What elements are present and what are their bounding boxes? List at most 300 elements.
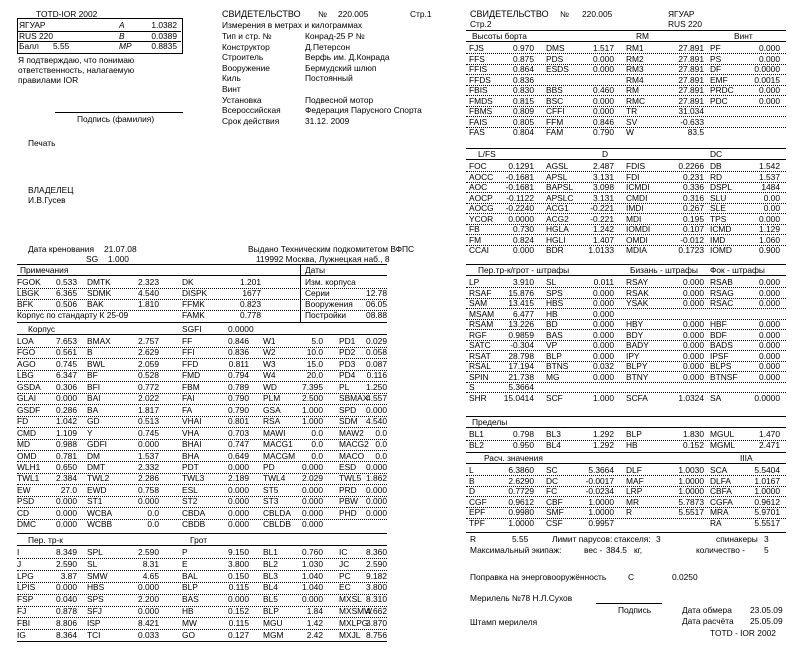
param-value: 27.891: [678, 43, 704, 53]
param-name: W1: [263, 336, 276, 346]
param-value: 0.000: [366, 461, 387, 472]
param-name: YCOR: [469, 213, 494, 224]
param-name: CMDI: [626, 192, 648, 203]
hull-sub-line: [17, 334, 387, 335]
measurer-name: Мерилель №78 Н.Л.Сухов: [470, 593, 573, 603]
param-value: 0.000: [759, 361, 780, 371]
param-name: MG: [546, 371, 560, 382]
param-name: LBG: [17, 370, 34, 381]
table-row: [466, 497, 786, 507]
param-value: 2.332: [138, 461, 159, 472]
param-value: 1.0000: [588, 507, 614, 518]
param-value: 0.000: [56, 519, 77, 530]
param-value: 0.000: [759, 287, 780, 298]
info-label: Тип и стр. №: [222, 31, 272, 41]
param-name: I: [17, 547, 20, 557]
param-value: 0.000: [593, 350, 614, 361]
param-name: TWL2: [87, 473, 110, 484]
param-name: FBI: [17, 617, 31, 628]
param-name: FJ: [17, 606, 27, 616]
table-row: [466, 172, 786, 182]
param-name: CBDA: [182, 507, 206, 518]
param-name: MAW2: [339, 427, 364, 438]
param-value: 5.3664: [588, 465, 614, 475]
param-value: 10.0: [306, 347, 323, 358]
param-value: 0.000: [302, 484, 323, 495]
param-value: 2.590: [138, 547, 159, 557]
param-value: 1.542: [759, 161, 780, 171]
param-name: BTNS: [546, 361, 569, 371]
param-name: SATC: [469, 340, 491, 350]
table-row: [466, 85, 786, 95]
param-value: 0.0: [375, 427, 387, 438]
param-value: 1.0133: [588, 245, 614, 255]
param-name: FD: [17, 416, 29, 427]
param-value: 5.9701: [754, 507, 780, 518]
param-value: 5.3664: [508, 382, 534, 392]
param-value: 27.0: [60, 484, 77, 495]
table-row: [466, 486, 786, 496]
param-value: 0.000: [138, 496, 159, 507]
heel-date-label: Дата кренования: [28, 244, 94, 254]
energy-label: Поправка на энерговооружённость: [470, 572, 607, 582]
sail-limit-label: Лимит парусов:: [552, 534, 613, 544]
param-name: ACG1: [546, 203, 569, 213]
param-name: TWL1: [17, 473, 40, 484]
dc-label: DC: [710, 149, 723, 159]
param-name: BHA: [182, 450, 200, 461]
calc-label: Расч. значения: [484, 453, 543, 463]
param-name: Изм. корпуса: [305, 277, 356, 287]
param-value: 1.242: [593, 224, 614, 234]
param-value: 7.653: [56, 336, 77, 346]
param-value: 1.407: [593, 234, 614, 245]
param-value: 0.460: [593, 85, 614, 95]
measurer-signature-line: [596, 603, 662, 604]
param-name: RSAM: [469, 319, 494, 329]
param-value: 8.364: [56, 629, 77, 640]
limits-table: [466, 429, 786, 451]
param-name: FAI: [182, 393, 195, 404]
param-name: EC: [339, 582, 351, 593]
sail-number-2: RUS 220: [668, 19, 702, 29]
param-value: 0.864: [513, 64, 534, 74]
param-value: 1.292: [593, 440, 614, 450]
table-row: [466, 277, 786, 287]
param-name: SBMAX: [339, 393, 369, 404]
param-value: 0.000: [759, 340, 780, 350]
param-value: 0.000: [56, 393, 77, 404]
param-value: 0.809: [513, 106, 534, 116]
param-name: SC: [546, 465, 558, 475]
table-row: [466, 330, 786, 340]
info-label: Вооружение: [222, 62, 270, 73]
lfs-table: [466, 161, 786, 253]
param-value: 17.194: [508, 361, 534, 371]
param-name: FB: [469, 224, 480, 234]
issued-by: Выдано Техническим подкомитетом ВФПС: [248, 244, 415, 254]
param-value: 7.395: [302, 381, 323, 392]
param-value: 0.760: [302, 547, 323, 557]
table-row: [17, 571, 387, 581]
param-name: WCBB: [87, 519, 113, 530]
param-value: 2.022: [138, 393, 159, 404]
param-value: 08.88: [366, 310, 387, 320]
info-label: Киль: [222, 73, 241, 84]
param-value: 1.817: [138, 404, 159, 415]
param-value: 0.000: [366, 484, 387, 495]
param-name: J: [17, 558, 22, 569]
table-row: [466, 64, 786, 74]
param-value: 2.471: [759, 440, 780, 450]
param-name: FFIS: [469, 64, 488, 74]
info-label: Всероссийская: [222, 105, 281, 116]
param-value: 0.758: [138, 484, 159, 495]
param-value: 1.201: [240, 277, 261, 287]
param-name: BL2: [263, 558, 278, 569]
table-row: [466, 361, 786, 371]
param-name: ESD: [339, 461, 357, 472]
param-name: MGML: [710, 440, 736, 450]
param-value: 0.286: [56, 404, 77, 415]
param-name: PHD: [339, 507, 357, 518]
limits-label: Пределы: [472, 417, 508, 427]
table-row: [466, 214, 786, 224]
param-name: FF: [182, 336, 193, 346]
param-value: 1.537: [138, 450, 159, 461]
table-row: [17, 347, 387, 357]
param-value: 0.824: [513, 234, 534, 245]
limits-sub-line: [466, 427, 786, 428]
param-name: CBLDA: [263, 507, 291, 518]
param-value: 3.098: [593, 182, 614, 192]
table-row: [466, 96, 786, 106]
param-value: 2.757: [138, 336, 159, 346]
param-name: SDMK: [87, 288, 112, 298]
spinnakers-label: спинакеры: [716, 534, 758, 544]
param-name: DB: [710, 161, 722, 171]
param-value: 0.000: [759, 319, 780, 329]
param-name: Y: [87, 427, 93, 438]
param-value: 0.107: [683, 224, 704, 234]
param-name: FBM: [182, 381, 200, 392]
form-code: TOTD-IOR 2002: [36, 9, 98, 19]
param-value: 0.649: [228, 450, 249, 461]
param-value: 27.891: [678, 64, 704, 74]
param-value: 0.000: [759, 298, 780, 308]
notes-top-line: [17, 264, 387, 265]
param-value: 0.000: [759, 277, 780, 287]
heel-date: 21.07.08: [104, 244, 137, 254]
table-row: [17, 416, 387, 426]
table-row: [466, 117, 786, 127]
param-name: TR: [626, 106, 638, 116]
param-name: GO: [182, 629, 196, 640]
param-name: B: [87, 347, 93, 358]
rm-label: RM: [636, 31, 650, 41]
param-name: SPS: [87, 594, 104, 605]
param-name: RGF: [469, 329, 487, 340]
dates-label: Даты: [305, 265, 326, 275]
param-value: 0.152: [228, 606, 249, 616]
param-name: MXSL: [339, 594, 362, 605]
param-value: 0.336: [683, 182, 704, 192]
param-name: CGF: [469, 496, 487, 507]
param-name: LPIS: [17, 582, 36, 593]
confirm-line-1: Я подтверждаю, что понимаю: [18, 55, 135, 65]
pen-fore-label: Фок - штрафы: [710, 265, 765, 275]
table-row: [466, 75, 786, 85]
pen-sub-line: [466, 275, 786, 276]
page-number-2: Стр.2: [470, 19, 492, 29]
param-name: AGO: [17, 358, 36, 369]
param-name: BD: [546, 319, 558, 329]
param-value: 0.000: [228, 461, 249, 472]
param-value: 4.540: [366, 416, 387, 427]
param-name: DMC: [17, 519, 37, 530]
sgfi-value: 0.0000: [228, 324, 254, 334]
param-value: 2.590: [366, 558, 387, 569]
param-value: 27.891: [678, 85, 704, 95]
confirm-line-3: правилами IOR: [18, 75, 79, 85]
d-label: D: [602, 149, 609, 159]
count-value: 5: [764, 545, 769, 555]
table-row: [466, 340, 786, 350]
param-name: PDS: [546, 53, 564, 64]
param-value: 2.500: [302, 393, 323, 404]
param-value: 0.0000: [754, 392, 780, 403]
param-value: 0.0: [147, 519, 159, 530]
param-value: 0.804: [513, 127, 534, 137]
param-name: AOCC: [469, 171, 494, 182]
param-value: 5.5517: [754, 518, 780, 528]
yacht-box-label: A: [119, 20, 125, 30]
table-row: [17, 428, 387, 438]
param-value: 0.000: [138, 606, 159, 616]
param-name: BAS: [546, 329, 563, 340]
param-value: 5.5517: [678, 507, 704, 518]
param-value: 1.0030: [678, 465, 704, 475]
param-value: 0.789: [228, 381, 249, 392]
param-name: YSAK: [626, 298, 649, 308]
param-value: 8.349: [56, 547, 77, 557]
info-value: Д.Петерсон: [305, 41, 351, 52]
info-value: Подвесной мотор: [305, 94, 374, 105]
param-name: DISPK: [182, 288, 208, 298]
param-value: 0.000: [366, 496, 387, 507]
rig-bottom-line: [17, 641, 387, 642]
param-value: 0.9957: [588, 518, 614, 528]
signature-label: Подпись (фамилия): [77, 114, 155, 124]
param-value: 28.798: [508, 350, 534, 361]
param-value: 1.470: [759, 429, 780, 439]
param-name: BAPSL: [546, 182, 574, 192]
param-name: IOMDI: [626, 224, 651, 234]
param-value: 0.116: [366, 370, 387, 381]
param-name: ISP: [87, 617, 101, 628]
param-value: 0.000: [56, 582, 77, 593]
param-name: TCI: [87, 629, 101, 640]
param-name: IMD: [710, 234, 726, 245]
param-name: S: [469, 382, 475, 392]
param-value: 0.000: [593, 95, 614, 106]
param-name: BL1: [469, 429, 484, 439]
param-name: BLP: [182, 582, 198, 593]
sgfi-label: SGFI: [182, 324, 202, 334]
param-name: ESL: [182, 484, 198, 495]
param-value: 1.810: [138, 299, 159, 309]
param-value: 0.561: [56, 347, 77, 358]
param-name: SCFA: [626, 392, 648, 403]
param-value: 6.3860: [508, 465, 534, 475]
pen-jib-label: Пер.тр-к/грот - штрафы: [478, 265, 570, 275]
param-name: MAWI: [263, 427, 286, 438]
param-name: FGOK: [17, 277, 41, 287]
param-name: BF: [87, 370, 98, 381]
notes-label: Примечания: [20, 265, 69, 275]
iiia-label: IIIA: [740, 453, 753, 463]
param-name: SA: [710, 392, 722, 403]
param-value: 27.891: [678, 53, 704, 64]
param-value: 15.0414: [503, 392, 534, 403]
param-value: 0.836: [228, 347, 249, 358]
owner-label: ВЛАДЕЛЕЦ: [28, 185, 74, 195]
param-value: 0.703: [228, 427, 249, 438]
certificate-number: 220.005: [338, 9, 369, 19]
param-name: MGM: [263, 629, 284, 640]
param-value: -0.1681: [505, 171, 534, 182]
param-name: MAF: [626, 475, 644, 486]
param-name: CSF: [546, 518, 563, 528]
param-name: PD2: [339, 347, 356, 358]
param-value: 0.9859: [508, 329, 534, 340]
param-value: 0.830: [513, 85, 534, 95]
info-label: Винт: [222, 84, 241, 94]
yacht-rating-rows: [19, 20, 181, 52]
param-name: FMD: [182, 370, 201, 381]
param-name: MDIA: [626, 245, 647, 255]
param-value: 0.000: [302, 519, 323, 530]
param-name: BL2: [469, 440, 484, 450]
param-value: 0.0: [311, 439, 323, 450]
param-value: 0.836: [513, 74, 534, 85]
param-name: W2: [263, 347, 276, 358]
param-value: 27.891: [678, 74, 704, 85]
param-name: MRA: [710, 507, 729, 518]
param-value: 0.040: [56, 594, 77, 605]
param-value: 0.790: [593, 127, 614, 137]
param-name: WD: [263, 381, 277, 392]
table-row: [466, 54, 786, 64]
param-value: 1.129: [759, 224, 780, 234]
param-value: 1.000: [302, 416, 323, 427]
calc-bottom-line: [466, 532, 786, 533]
param-value: 27.891: [678, 95, 704, 106]
param-value: 15.0: [306, 358, 323, 369]
param-name: HB: [626, 440, 638, 450]
param-name: MACG1: [263, 439, 293, 450]
param-name: BMAX: [87, 336, 111, 346]
yacht-box-row: [19, 41, 181, 51]
param-value: 0.000: [683, 340, 704, 350]
rig-sub-line: [17, 545, 387, 546]
param-name: FFDS: [469, 74, 491, 85]
param-value: 0.000: [593, 319, 614, 329]
param-value: 0.9612: [508, 496, 534, 507]
param-name: RD: [710, 171, 723, 182]
param-value: 0.000: [683, 287, 704, 298]
param-name: E: [182, 558, 188, 569]
param-value: 0.316: [683, 192, 704, 203]
param-value: 8.310: [366, 594, 387, 605]
param-value: 1.84: [306, 606, 323, 616]
param-value: 0.000: [759, 350, 780, 361]
info-label: Конструктор: [222, 41, 270, 52]
param-name: CGFA: [710, 496, 733, 507]
param-name: HB: [546, 308, 558, 319]
yacht-box-label: B: [119, 30, 125, 41]
param-value: 2.487: [593, 161, 614, 171]
param-value: 2.200: [138, 594, 159, 605]
param-name: PD4: [339, 370, 356, 381]
param-name: HGLI: [546, 234, 566, 245]
param-value: 0.875: [513, 53, 534, 64]
param-value: 3.870: [366, 617, 387, 628]
param-name: MGU: [263, 617, 283, 628]
param-value: 2.590: [56, 558, 77, 569]
count-label: количество -: [696, 545, 745, 555]
calc-sub-line: [466, 463, 786, 464]
param-name: SHR: [469, 392, 487, 403]
param-value: 06.05: [366, 299, 387, 309]
table-row: [466, 127, 786, 137]
table-row: [17, 405, 387, 415]
param-value: 0.267: [683, 203, 704, 213]
rig-jib-label: Пер. тр-к: [28, 535, 63, 545]
param-name: Серии: [305, 288, 330, 298]
yacht-box-name: ЯГУАР: [19, 20, 46, 30]
param-value: 0.900: [759, 245, 780, 255]
table-row: [17, 606, 387, 616]
param-value: -0.304: [510, 340, 534, 350]
table-row: [466, 182, 786, 192]
param-name: CBDB: [182, 519, 206, 530]
param-value: 3.131: [593, 171, 614, 182]
weight-value: 384.5: [606, 545, 627, 555]
param-value: 0.1291: [508, 161, 534, 171]
param-name: PF: [710, 43, 721, 53]
param-value: 0.000: [593, 298, 614, 308]
owner-name: И.В.Гусев: [28, 195, 66, 205]
table-row: [466, 393, 786, 403]
param-value: 0.115: [228, 582, 249, 593]
table-row: [466, 245, 786, 255]
param-name: SPIN: [469, 371, 489, 382]
param-value: 0.533: [56, 277, 77, 287]
r-value: 5.55: [512, 534, 529, 544]
param-name: SPS: [546, 287, 563, 298]
param-value: 0.790: [228, 393, 249, 404]
table-row: [17, 439, 387, 449]
param-value: 0.805: [513, 116, 534, 127]
table-row: [17, 299, 387, 309]
rig-main-label: Грот: [190, 535, 208, 545]
table-row: [17, 547, 387, 557]
param-name: MACG2: [339, 439, 369, 450]
param-name: BL3: [546, 429, 561, 439]
param-name: HB: [182, 606, 194, 616]
param-name: Постройки: [305, 310, 347, 320]
